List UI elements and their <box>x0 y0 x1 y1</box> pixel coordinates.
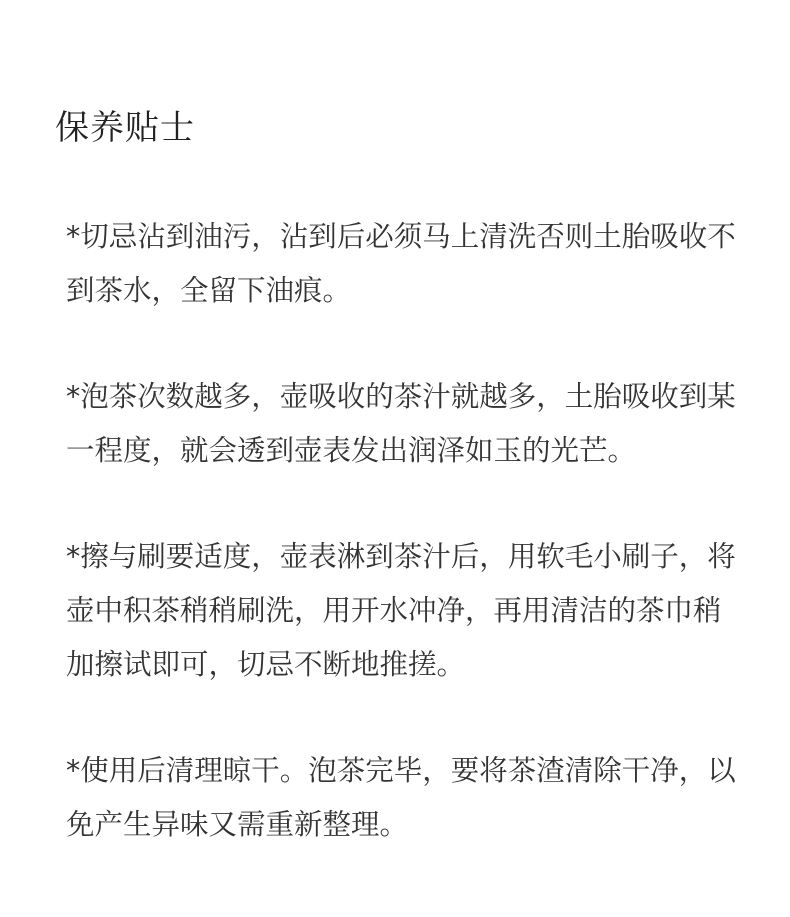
tip-paragraph-4: *使用后清理晾干。泡茶完毕，要将茶渣清除干净，以免产生异味又需重新整理。 <box>66 754 736 841</box>
tip-paragraph-2: *泡茶次数越多，壶吸收的茶汁就越多，土胎吸收到某一程度，就会透到壶表发出润泽如玉的光芒。 <box>66 380 736 467</box>
care-tips-list <box>66 210 736 904</box>
section-title: 保养贴士 <box>55 108 195 148</box>
tip-paragraph-1: *切忌沾到油污，沾到后必须马上清洗否则土胎吸收不到茶水，全留下油痕。 <box>66 220 736 307</box>
tip-paragraph-3: *擦与刷要适度，壶表淋到茶汁后，用软毛小刷子，将壶中积茶稍稍刷洗，用开水冲净，再用清洁的茶巾稍加擦试即可，切忌不断地推搓。 <box>66 540 736 681</box>
